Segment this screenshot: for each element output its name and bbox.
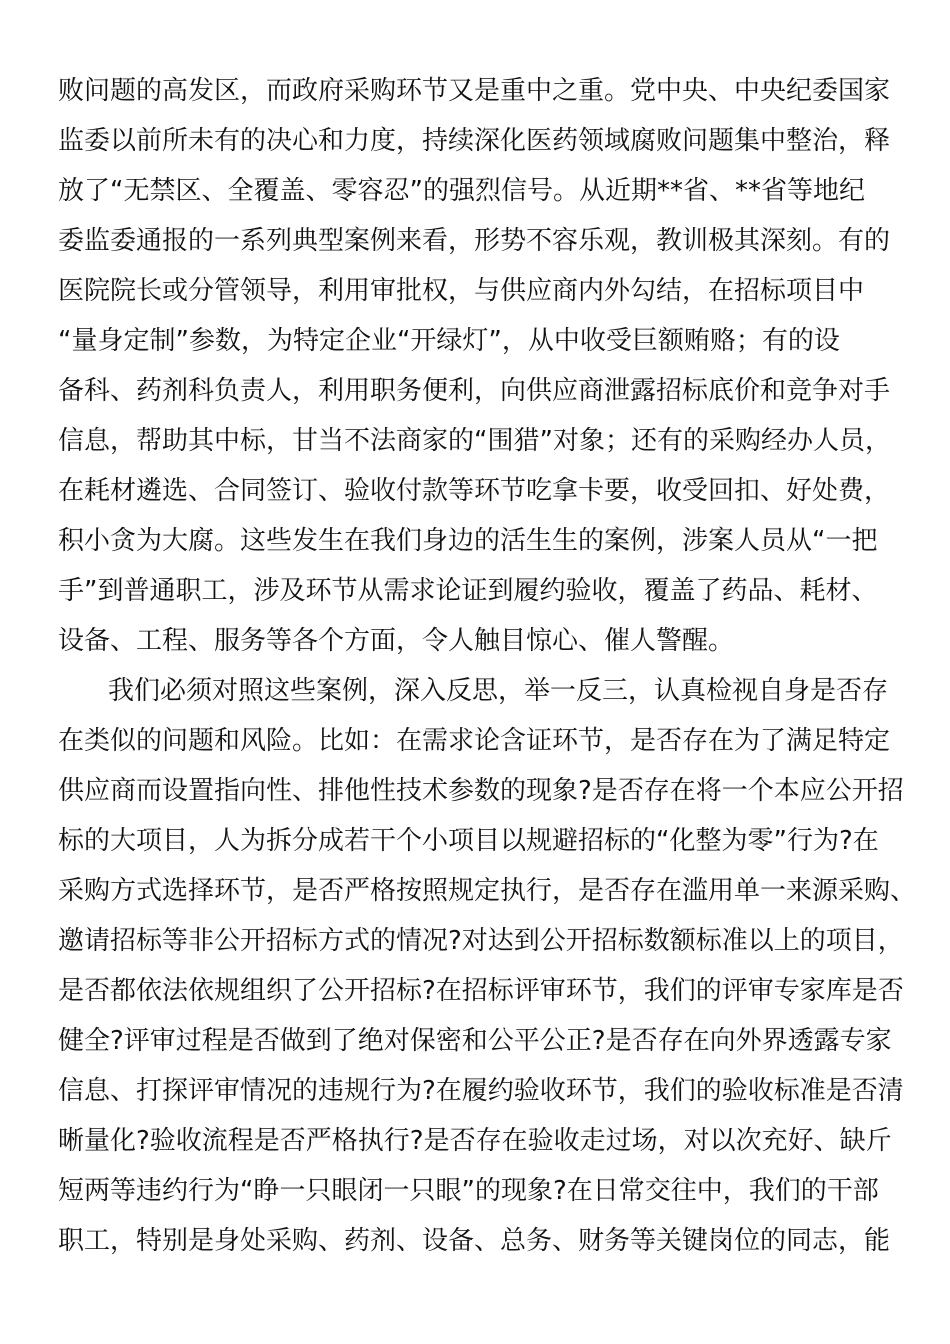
- document-page: [58, 66, 917, 1266]
- text-line: 晰量化?验收流程是否严格执行?是否存在验收走过场，对以次充好、缺斤: [58, 1126, 892, 1156]
- text-line: 信息、打探评审情况的违规行为?在履约验收环节，我们的验收标准是否清: [58, 1076, 904, 1106]
- text-line: “量身定制”参数，为特定企业“开绿灯”，从中收受巨额贿赂；有的设: [58, 326, 840, 356]
- text-line: 职工，特别是身处采购、药剂、设备、总务、财务等关键岗位的同志，能: [58, 1226, 891, 1256]
- text-line: 短两等违约行为“睁一只眼闭一只眼”的现象?在日常交往中，我们的干部: [58, 1176, 879, 1206]
- text-line: 积小贪为大腐。这些发生在我们身边的活生生的案例，涉案人员从“一把: [58, 526, 878, 556]
- text-line: 放了“无禁区、全覆盖、零容忍”的强烈信号。从近期**省、**省等地纪: [58, 176, 865, 206]
- text-line: 我们必须对照这些案例，深入反思，举一反三，认真检视自身是否存: [108, 676, 889, 706]
- text-line: 在类似的问题和风险。比如：在需求论含证环节，是否存在为了满足特定: [58, 726, 891, 756]
- text-line: 供应商而设置指向性、排他性技术参数的现象?是否存在将一个本应公开招: [58, 776, 904, 806]
- text-line: 设备、工程、服务等各个方面，令人触目惊心、催人警醒。: [58, 626, 735, 656]
- text-line: 邀请招标等非公开招标方式的情况?对达到公开招标数额标准以上的项目，: [58, 926, 904, 956]
- text-line: 败问题的高发区，而政府采购环节又是重中之重。党中央、中央纪委国家: [58, 76, 891, 106]
- text-line: 健全?评审过程是否做到了绝对保密和公平公正?是否存在向外界透露专家: [58, 1026, 892, 1056]
- text-line: 在耗材遴选、合同签订、验收付款等环节吃拿卡要，收受回扣、好处费，: [58, 476, 891, 506]
- paragraph-2: [58, 666, 917, 1266]
- text-line: 委监委通报的一系列典型案例来看，形势不容乐观，教训极其深刻。有的: [58, 226, 891, 256]
- text-line: 监委以前所未有的决心和力度，持续深化医药领域腐败问题集中整治，释: [58, 126, 891, 156]
- paragraph-1: [58, 66, 894, 666]
- text-line: 备科、药剂科负责人，利用职务便利，向供应商泄露招标底价和竞争对手: [58, 376, 891, 406]
- text-line: 标的大项目，人为拆分成若干个小项目以规避招标的“化整为零”行为?在: [58, 826, 879, 856]
- text-line: 采购方式选择环节，是否严格按照规定执行，是否存在滥用单一来源采购、: [58, 876, 917, 906]
- text-line: 信息，帮助其中标，甘当不法商家的“围猎”对象；还有的采购经办人员，: [58, 426, 891, 456]
- text-line: 是否都依法依规组织了公开招标?在招标评审环节，我们的评审专家库是否: [58, 976, 904, 1006]
- text-line: 手”到普通职工，涉及环节从需求论证到履约验收，覆盖了药品、耗材、: [58, 576, 878, 606]
- text-line: 医院院长或分管领导，利用审批权，与供应商内外勾结，在招标项目中: [58, 276, 865, 306]
